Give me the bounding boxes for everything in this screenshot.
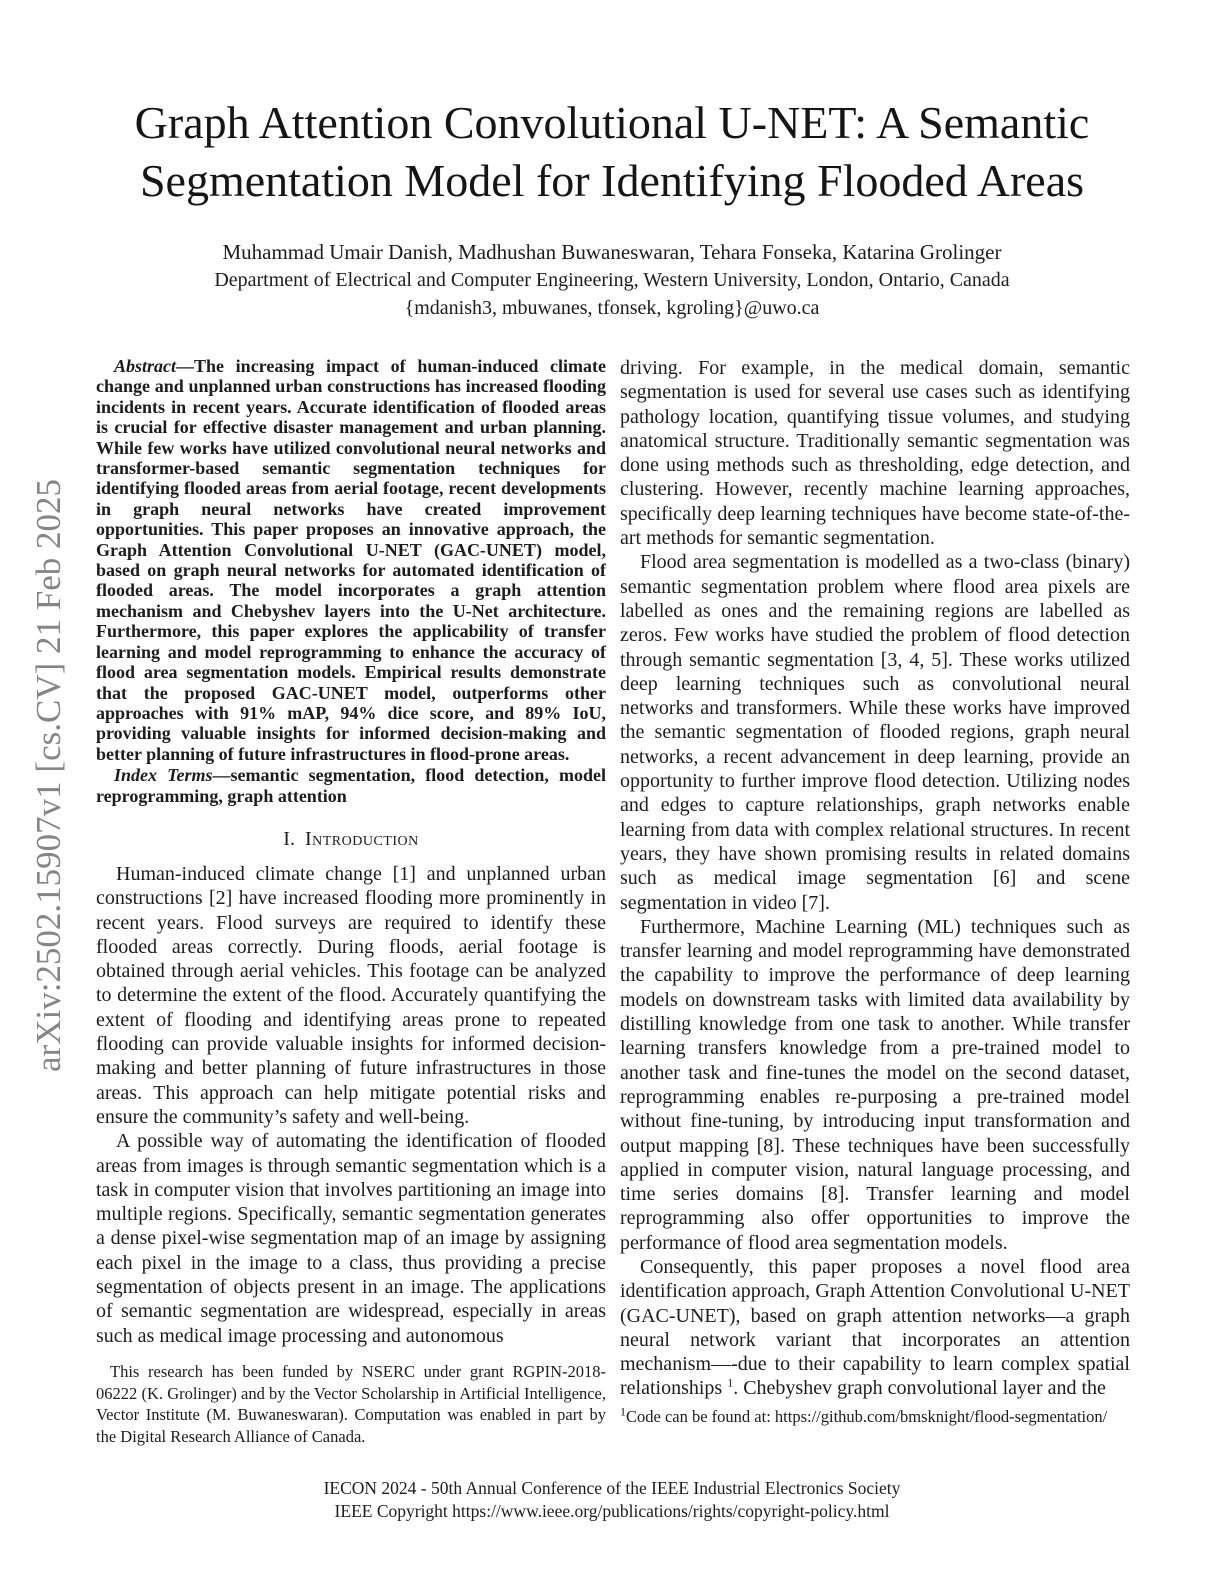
intro-paragraph-1: Human-induced climate change [1] and unplanned urban constructions [2] have increased flooding more prominently in recent years. Flood surveys are required to identify these flooded areas correctly. During floods, aerial footage is obtained through aerial vehicles. This footage can be analyzed to determine the extent of the flood. Accurately quantifying the extent of flooding and identifying areas prone to repeated flooding can provide valuable insights for informed decision-making and better planning of future infrastructures in those areas. This approach can help mitigate potential risks and ensure the community’s safety and well-being. [96, 862, 606, 1128]
introduction-body-right [620, 356, 1130, 1401]
index-terms-text: —semantic segmentation, flood detection, model reprogramming, graph attention [96, 765, 607, 806]
authors-line: Muhammad Umair Danish, Madhushan Buwaneswaran, Tehara Fonseka, Katarina Grolinger [222, 240, 1002, 264]
index-terms-section [96, 765, 606, 806]
paragraph-proposed-approach [620, 1255, 1130, 1401]
proposed-approach-text-end: . Chebyshev graph convolutional layer and the [733, 1377, 1106, 1400]
intro-paragraph-2: A possible way of automating the identification of flooded areas from images is through semantic segmentation which is a task in computer vision that involves partitioning an image into multiple regions. Specifically, semantic segmentation generates a dense pixel-wise segmentation map of an image by assigning each pixel in the image to a class, thus providing a precise segmentation of objects present in an image. The applications of semantic segmentation are widespread, especially in areas such as medical image processing and autonomous [96, 1130, 606, 1347]
index-terms-label: Index Terms [114, 765, 213, 786]
section-title: Introduction [304, 827, 419, 850]
abstract-section [96, 356, 606, 764]
code-footnote [620, 1406, 1130, 1428]
footnote-1-number: 1 [620, 1404, 626, 1419]
email-line: {mdanish3, mbuwanes, tfonsek, kgroling}@uwo.ca [404, 297, 820, 319]
paper-title-line-2: Segmentation Model for Identifying Flooded Areas [139, 155, 1085, 206]
introduction-body-left [96, 862, 606, 1348]
two-column-body [96, 356, 1130, 1448]
footer-conference-line: IECON 2024 - 50th Annual Conference of the IEEE Industrial Electronics Society [323, 1478, 901, 1498]
affiliation-line: Department of Electrical and Computer Engineering, Western University, London, Ontario, Canada [214, 269, 1010, 291]
section-heading-introduction [96, 827, 606, 851]
paragraph-medical-domain: driving. For example, in the medical domain, semantic segmentation is used for several use cases such as identifying pathology location, quantifying tissue volumes, and studying anatomical structure. Traditionally semantic segmentation was done using methods such as thresholding, edge detection, and clustering. However, recently machine learning approaches, specifically deep learning techniques have become state-of-the-art methods for semantic segmentation. [620, 357, 1130, 550]
right-column [620, 356, 1130, 1448]
paragraph-ml-techniques: Furthermore, Machine Learning (ML) techniques such as transfer learning and model reprogramming have demonstrated the capability to improve the performance of deep learning models on downstream tasks with limited data availability by distilling knowledge from one task to another. While transfer learning transfers knowledge from a pre-trained model to another task and fine-tunes the model on the second dataset, reprogramming enables re-purposing a pre-trained model without fine-tuning, by introducing input transformation and output mapping [8]. These techniques have been successfully applied in computer vision, natural language processing, and time series domains [8]. Transfer learning and model reprogramming also offer opportunities to improve the performance of flood area segmentation models. [620, 915, 1130, 1254]
section-number: I. [283, 827, 295, 850]
code-repo-link[interactable]: https://github.com/bmsknight/flood-segmentation/ [774, 1407, 1108, 1427]
footer-copyright-line [0, 1500, 1224, 1523]
ieee-copyright-link[interactable]: https://www.ieee.org/publications/rights/copyright-policy.html [452, 1500, 890, 1521]
funding-footnote: This research has been funded by NSERC under grant RGPIN-2018-06222 (K. Grolinger) and by the Vector Scholarship in Artificial Intelligence, Vector Institute (M. Buwaneswaran). Computation was enabled in part by the Digital Research Alliance of Canada. [96, 1361, 606, 1447]
abstract-text: —The increasing impact of human-induced climate change and unplanned urban constructions has increased flooding incidents in recent years. Accurate identification of flooded areas is crucial for effective disaster management and urban planning. While few works have utilized convolutional neural networks and transformer-based semantic segmentation techniques for identifying flooded areas from aerial footage, recent developments in graph neural networks have created improvement opportunities. This paper proposes an innovative approach, the Graph Attention Convolutional U-NET (GAC-UNET) model, based on graph neural networks for automated identification of flooded areas. The model incorporates a graph attention mechanism and Chebyshev layers into the U-Net architecture. Furthermore, this paper explores the applicability of transfer learning and model reprogramming to enhance the accuracy of flood area segmentation models. Empirical results demonstrate that the proposed GAC-UNET model, outperforms other approaches with 91% mAP, 94% dice score, and 89% IoU, providing valuable insights for informed decision-making and better planning of future infrastructures in flood-prone areas. [96, 356, 606, 764]
abstract-label: Abstract [114, 356, 177, 376]
paper-header [0, 94, 1224, 321]
code-footnote-text: Code can be found at: [626, 1407, 775, 1427]
paragraph-flood-segmentation: Flood area segmentation is modelled as a two-class (binary) semantic segmentation problem where flood area pixels are labelled as ones and the remaining regions are labelled as zeros. Few works have studied the problem of flood detection through semantic segmentation [3, 4, 5]. These works utilized deep learning techniques such as convolutional neural networks and transformers. While these works have improved the semantic segmentation of flooded regions, graph neural networks, a recent advancement in deep learning, provide an opportunity to further improve flood detection. Utilizing nodes and edges to capture relationships, graph networks enable learning from data with complex relational structures. In recent years, they have shown promising results in related domains such as medical image segmentation [6] and scene segmentation in video [7]. [620, 551, 1130, 914]
paper-title [0, 94, 1224, 210]
proposed-approach-text: Consequently, this paper proposes a novel flood area identification approach, Graph Attention Convolutional U-NET (GAC-UNET), based on graph attention networks—a graph neural network variant that incorporates an attention mechanism—-due to their capability to learn complex spatial relationships [620, 1255, 1130, 1400]
page-footer [0, 1477, 1224, 1522]
arxiv-banner: arXiv:2502.15907v1 [cs.CV] 21 Feb 2025 [29, 478, 68, 1072]
left-column [96, 356, 606, 1448]
footnote-marker-1: 1 [727, 1375, 734, 1390]
paper-title-line-1: Graph Attention Convolutional U-NET: A Semantic [134, 97, 1090, 148]
footer-copyright-text: IEEE Copyright [334, 1500, 453, 1521]
